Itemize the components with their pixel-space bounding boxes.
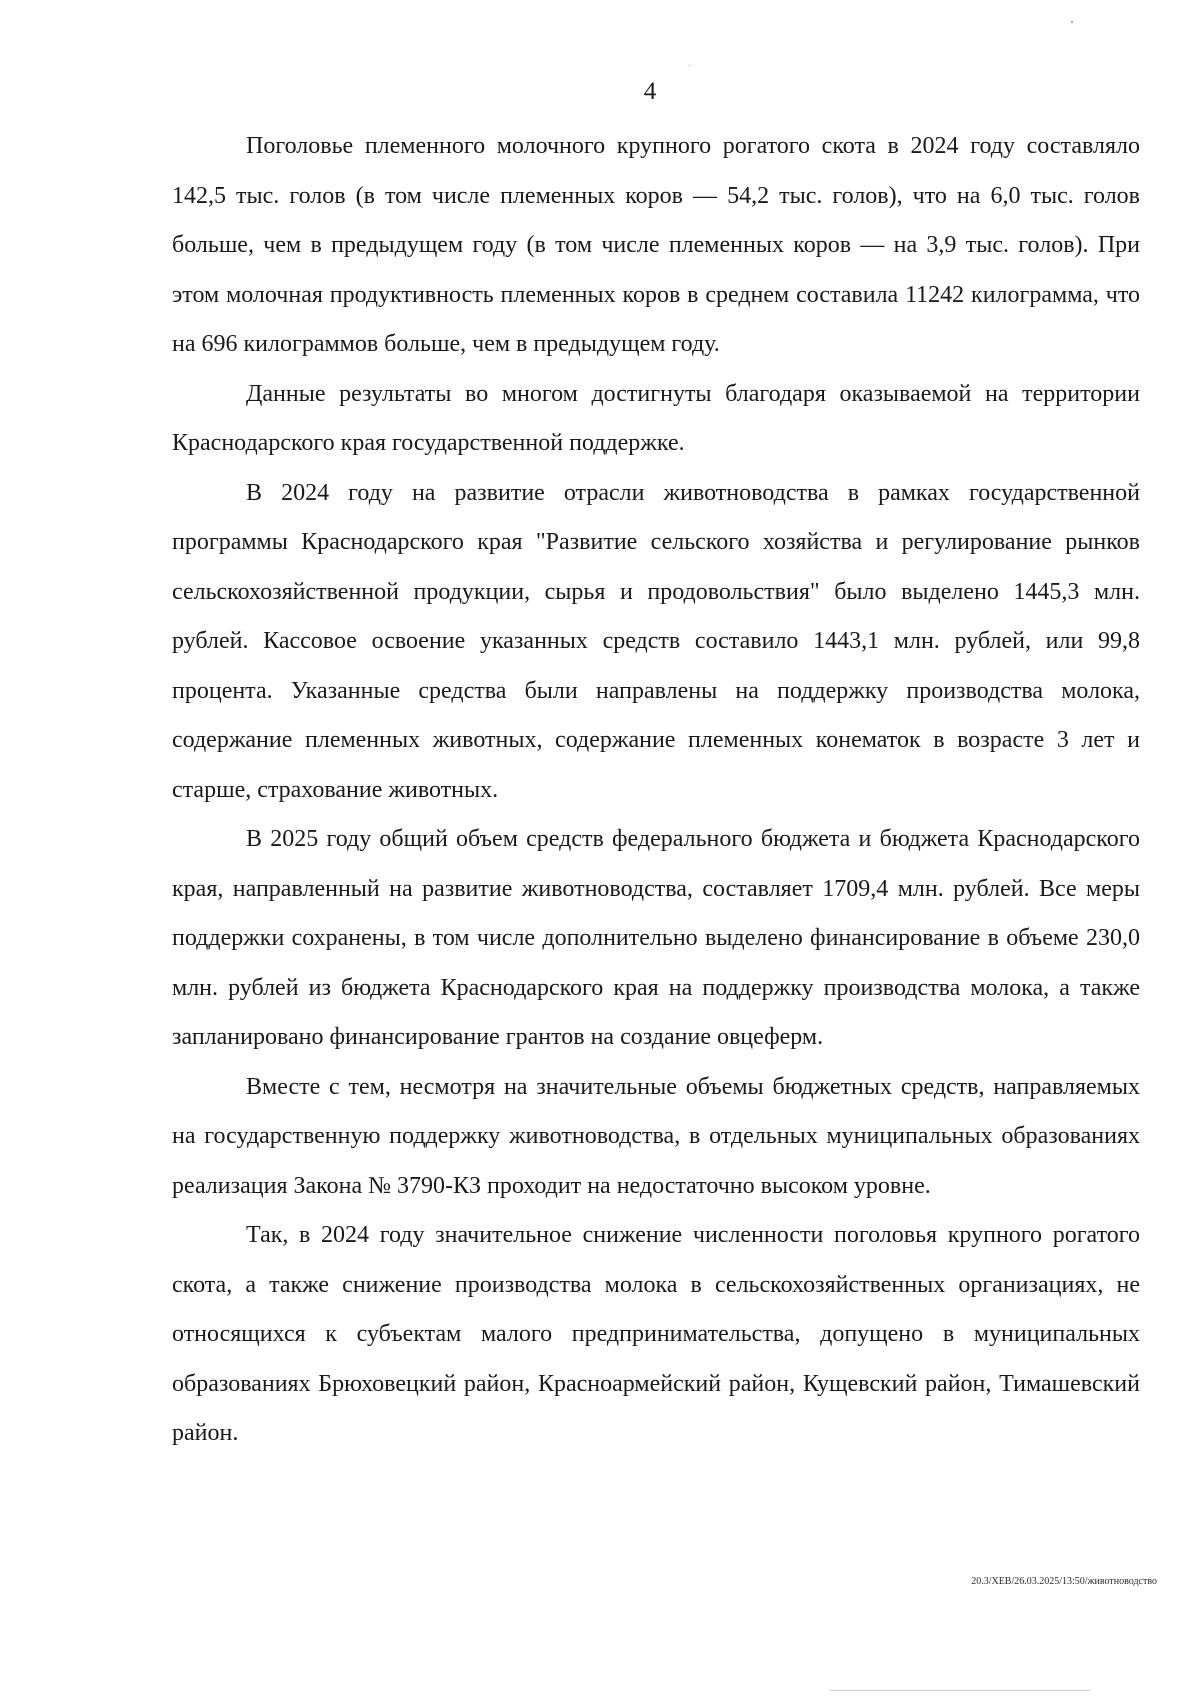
paragraph-decline-districts: Так, в 2024 году значительное снижение численности поголовья крупного рогатого скота, а также снижение производства молока в сельскохозяйственных организациях, не относящихся к субъектам малого предпринимательства, допущено в муниципальных образованиях Брюховецкий район, Красноармейский район, Кущевский район, Тимашевский район. <box>172 1222 1140 1446</box>
paragraph-2025-budget: В 2025 году общий объем средств федерального бюджета и бюджета Краснодарского края, направленный на развитие животноводства, составляет 1709,4 млн. рублей. Все меры поддержки сохранены, в том числе дополнительно выделено финансирование в объеме 230,0 млн. рублей из бюджета Краснодарского края на поддержку производства молока, а также запланировано финансирование грантов на создание овцеферм. <box>172 826 1140 1050</box>
paragraph-livestock-numbers: Поголовье племенного молочного крупного рогатого скота в 2024 году составляло 142,5 тыс. голов (в том числе племенных коров — 54,2 тыс. голов), что на 6,0 тыс. голов больше, чем в предыдущем году (в том числе племенных коров — на 3,9 тыс. голов). При этом молочная продуктивность племенных коров в среднем составила 11242 килограмма, что на 696 килограммов больше, чем в предыдущем году. <box>172 133 1140 357</box>
document-body <box>172 122 1140 1459</box>
scan-speck <box>689 65 690 66</box>
paragraph-state-support: Данные результаты во многом достигнуты благодаря оказываемой на территории Краснодарского края государственной поддержке. <box>172 380 1140 456</box>
paragraph-law-implementation: Вместе с тем, несмотря на значительные объемы бюджетных средств, направляемых на государственную поддержку животноводства, в отдельных муниципальных образованиях реализация Закона № 3790-КЗ проходит на недостаточно высоком уровне. <box>172 1073 1140 1199</box>
scan-edge-line <box>830 1690 1090 1691</box>
scan-speck <box>1071 21 1073 23</box>
document-footer-reference: 20.3/ХЕВ/26.03.2025/13:50/животноводство <box>971 1576 1157 1587</box>
page-number: 4 <box>643 78 657 105</box>
paragraph-2024-funding: В 2024 году на развитие отрасли животноводства в рамках государственной программы Краснодарского края "Развитие сельского хозяйства и регулирование рынков сельскохозяйственной продукции, сырья и продовольствия" было выделено 1445,3 млн. рублей. Кассовое освоение указанных средств составило 1443,1 млн. рублей, или 99,8 процента. Указанные средства были направлены на поддержку производства молока, содержание племенных животных, содержание племенных конематок в возрасте 3 лет и старше, страхование животных. <box>172 479 1140 803</box>
